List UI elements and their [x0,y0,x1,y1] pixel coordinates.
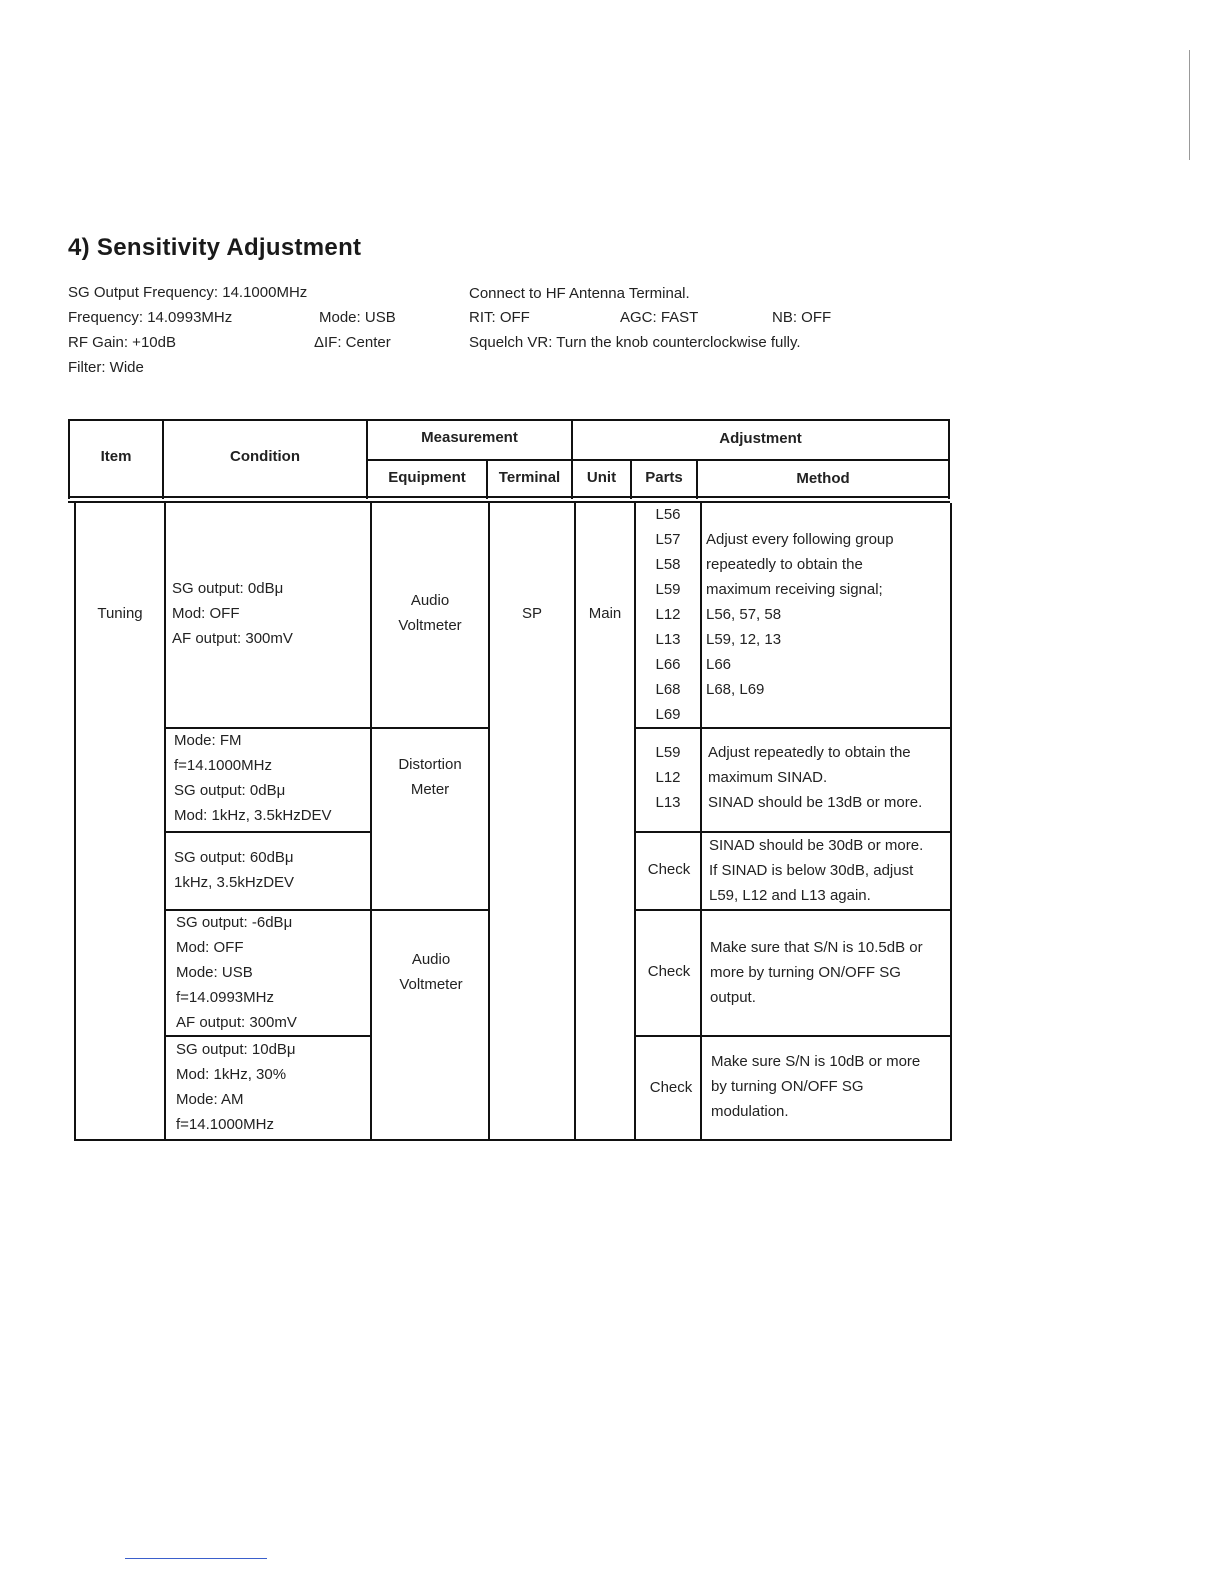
mode-setting: Mode: USB [319,309,396,326]
frequency-setting: Frequency: 14.0993MHz [68,309,233,326]
filter-setting: Filter: Wide [68,359,144,376]
adjustment-table [68,419,958,1141]
condition-row-3: SG output: 60dBμ 1kHz, 3.5kHzDEV [174,849,295,891]
connect-note: Connect to HF Antenna Terminal. [469,285,690,302]
parts-row-2: L59 L12 L13 [655,744,681,811]
rf-gain-setting: RF Gain: +10dB [68,334,176,351]
item-tuning: Tuning [97,605,143,622]
header-equipment: Equipment [388,469,466,486]
equipment-distortion-meter: Distortion Meter [398,756,462,798]
method-row-2: Adjust repeatedly to obtain the maximum SINAD. SINAD should be 13dB or more. [708,744,923,811]
header-parts: Parts [645,469,683,486]
condition-row-4: SG output: -6dBμ Mod: OFF Mode: USB f=14.0993MHz AF output: 300mV [176,914,297,1031]
header-condition: Condition [230,448,300,465]
condition-row-2: Mode: FM f=14.1000MHz SG output: 0dBμ Mod: 1kHz, 3.5kHzDEV [174,732,332,824]
header-terminal: Terminal [498,469,561,486]
condition-row-5: SG output: 10dBμ Mod: 1kHz, 30% Mode: AM f=14.1000MHz [176,1041,296,1133]
method-row-5: Make sure S/N is 10dB or more by turning ON/OFF SG modulation. [711,1053,921,1120]
delta-if-setting: ΔIF: Center [314,334,391,351]
method-row-1: Adjust every following group repeatedly to obtain the maximum receiving signal; L56, 57, 58 L59, 12, 13 L66 L68, L69 [706,531,894,698]
footer-rule [125,1558,267,1559]
parts-row-4-check: Check [647,963,691,980]
terminal-sp: SP [521,605,542,622]
header-method: Method [796,470,850,487]
parts-row-1: L56 L57 L58 L59 L12 L13 L66 L68 L69 [655,506,681,723]
header-adjustment: Adjustment [719,430,802,447]
squelch-note: Squelch VR: Turn the knob counterclockwise fully. [469,334,801,351]
scan-edge-mark [1189,50,1190,160]
parts-row-3-check: Check [647,861,691,878]
method-row-3: SINAD should be 30dB or more. If SINAD is below 30dB, adjust L59, L12 and L13 again. [709,837,924,904]
equipment-audio-voltmeter-2: Audio Voltmeter [399,951,463,993]
section-title: 4) Sensitivity Adjustment [68,234,362,261]
header-unit: Unit [586,469,617,486]
condition-row-1: SG output: 0dBμ Mod: OFF AF output: 300mV [172,580,293,647]
method-row-4: Make sure that S/N is 10.5dB or more by turning ON/OFF SG output. [710,939,923,1006]
header-item: Item [100,448,132,465]
equipment-audio-voltmeter: Audio Voltmeter [398,592,462,634]
rit-setting: RIT: OFF [469,309,530,326]
parts-row-5-check: Check [649,1079,693,1096]
sg-output-frequency: SG Output Frequency: 14.1000MHz [68,284,308,301]
nb-setting: NB: OFF [772,309,832,326]
unit-main: Main [588,605,622,622]
header-measurement: Measurement [421,429,518,446]
agc-setting: AGC: FAST [620,309,699,326]
